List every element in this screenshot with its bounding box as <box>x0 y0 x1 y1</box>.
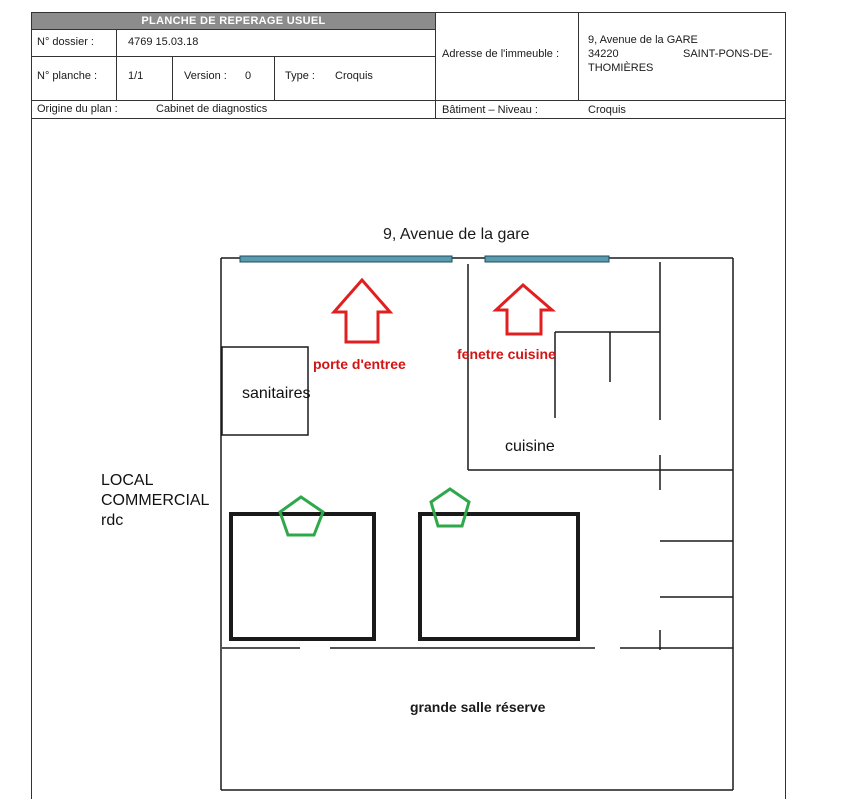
batiment-label: Bâtiment – Niveau : <box>442 104 538 116</box>
version-label: Version : <box>184 70 227 82</box>
origine-value: Cabinet de diagnostics <box>156 103 268 115</box>
arrow-entrance-icon <box>334 280 390 342</box>
window-entrance <box>240 256 452 262</box>
marker-pentagon-right-icon <box>431 489 469 526</box>
batiment-value: Croquis <box>588 104 626 116</box>
cuisine-label: cuisine <box>505 438 555 455</box>
type-value: Croquis <box>335 70 373 82</box>
storage-box-right <box>420 514 578 639</box>
fenetre-label: fenetre cuisine <box>457 346 556 362</box>
storage-boxes <box>231 514 578 639</box>
grande-salle-label: grande salle réserve <box>410 699 546 715</box>
adresse-line1: 9, Avenue de la GARE <box>588 34 698 46</box>
sanitaires-label: sanitaires <box>242 385 311 402</box>
dossier-label: N° dossier : <box>37 36 94 48</box>
porte-label: porte d'entree <box>313 356 406 372</box>
planche-label: N° planche : <box>37 70 98 82</box>
type-label: Type : <box>285 70 315 82</box>
local-label-2: COMMERCIAL <box>101 492 210 509</box>
header-title: PLANCHE DE REPERAGE USUEL <box>32 13 435 29</box>
origine-label: Origine du plan : <box>37 103 118 115</box>
arrow-cuisine-icon <box>496 285 552 334</box>
adresse-city: SAINT-PONS-DE- <box>683 48 773 60</box>
adresse-zip: 34220 <box>588 48 619 60</box>
street-label: 9, Avenue de la gare <box>383 226 530 243</box>
adresse-city2: THOMIÈRES <box>588 62 654 74</box>
local-label-1: LOCAL <box>101 472 154 489</box>
planche-value: 1/1 <box>128 70 144 82</box>
storage-box-left <box>231 514 374 639</box>
dossier-value: 4769 15.03.18 <box>128 36 199 48</box>
adresse-label: Adresse de l'immeuble : <box>442 48 560 60</box>
window-cuisine <box>485 256 609 262</box>
local-label-3: rdc <box>101 512 124 529</box>
version-value: 0 <box>245 70 252 82</box>
